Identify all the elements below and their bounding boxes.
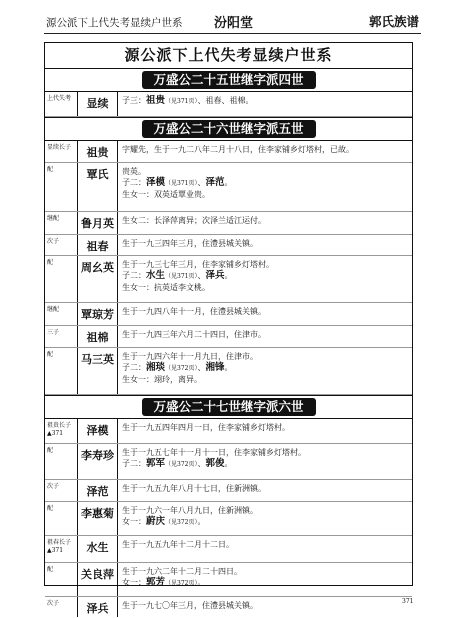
relation-cell: 配: [45, 502, 78, 535]
relation-cell: 次子: [45, 235, 78, 255]
header-rule: [44, 33, 421, 34]
relation-cell: 配: [45, 348, 78, 394]
text: 女一：: [122, 517, 146, 526]
relation-cell: 显续长子: [45, 141, 78, 162]
page-marker: ▲371: [47, 430, 64, 437]
text-line: 生女一：双英适覃业贵。: [122, 190, 210, 199]
table-row: [45, 536, 412, 563]
description-cell: 生于一九五九年十二月十二日。: [122, 540, 234, 549]
text-line: 生于一九六一年八月九日，住新洲镇。: [122, 506, 258, 515]
child-name: 湘锋: [205, 362, 225, 373]
text-line: 生于一九五七年十一月十一日，住李家铺乡灯塔村。: [122, 448, 306, 457]
relation-cell: 继配: [45, 212, 78, 234]
description-cell: [118, 348, 412, 394]
child-name: 郭俊: [205, 458, 225, 469]
text: 。: [197, 517, 206, 526]
page-ref: （见372页）: [165, 580, 198, 587]
text-line: 生于一九三七年三月，住李家铺乡灯塔村。: [122, 260, 274, 269]
person-name: 关良萍: [78, 563, 118, 596]
text-line: 生女一：抗英适李文桃。: [122, 283, 210, 292]
table-row: [45, 235, 412, 256]
description-cell: 字耀先，生于一九二八年二月十八日，住李家铺乡灯塔村，已故。: [122, 145, 354, 154]
person-name: 显续: [78, 92, 118, 116]
text: 、: [197, 363, 206, 372]
child-name: 郭军: [146, 458, 166, 469]
person-name: 李寿珍: [78, 444, 118, 479]
description-cell: 生于一九四三年六月二十四日，住津市。: [122, 330, 266, 339]
child-name: 蔚庆: [146, 516, 166, 527]
person-name: 周幺英: [78, 256, 118, 302]
table-row: [45, 419, 412, 444]
banner-label: 万盛公二十五世继字派四世: [141, 71, 315, 89]
person-name: 覃琼芳: [78, 303, 118, 325]
table-row: [45, 163, 412, 212]
header-left-title: 源公派下上代失考显续户世系: [46, 17, 183, 29]
description-cell: 生于一九五四年四月一日，住李家铺乡灯塔村。: [122, 423, 290, 432]
description-cell: 生于一九三四年三月，住澧县城关镇。: [122, 239, 258, 248]
document-title: 源公派下上代失考显续户世系: [45, 43, 412, 69]
description-cell: [118, 563, 412, 596]
page-marker: ▲371: [47, 547, 64, 554]
person-name: 泽模: [78, 419, 118, 443]
page-header: [0, 0, 455, 34]
text-line: 生于一九四六年十一月九日，住津市。: [122, 352, 258, 361]
table-row: [45, 563, 412, 597]
banner-label: 万盛公二十六世继字派五世: [141, 120, 315, 138]
text: 子三：: [122, 96, 146, 105]
description-cell: [118, 502, 412, 535]
relation-cell: 次子: [45, 480, 78, 501]
description-cell: 生于一九七〇年三月，住澧县城关镇。: [122, 601, 258, 610]
person-name: 祖贵: [78, 141, 118, 162]
banner-label: 万盛公二十七世继字派六世: [141, 398, 315, 416]
genealogy-table: [44, 42, 413, 615]
child-name: 水生: [146, 270, 166, 281]
relation-label: 祖贵长子: [47, 422, 72, 429]
relation-cell: 配: [45, 563, 78, 596]
generation-banner-26: [45, 117, 412, 141]
person-name: 泽范: [78, 480, 118, 501]
person-name: 水生: [78, 536, 118, 562]
text: 。: [224, 459, 233, 468]
child-name: 郭芳: [146, 577, 166, 588]
page-ref: （见371页）: [165, 273, 198, 280]
text: 、: [197, 271, 206, 280]
relation-cell: 上代失考: [45, 92, 78, 116]
generation-banner-25: [45, 69, 412, 92]
description-cell: [118, 256, 412, 302]
description-cell: 生于一九四八年十一月，住澧县城关镇。: [122, 307, 266, 316]
relation-cell: 继配: [45, 303, 78, 325]
child-name: 泽兵: [205, 270, 225, 281]
relation-cell: 配: [45, 444, 78, 479]
table-row: [45, 212, 412, 235]
table-row: [45, 502, 412, 536]
person-name: 马三英: [78, 348, 118, 394]
text: 。: [224, 271, 233, 280]
text: 女一：: [122, 578, 146, 587]
relation-cell: 配: [45, 256, 78, 302]
table-row: [45, 326, 412, 348]
relation-label: 祖春长子: [47, 539, 72, 546]
table-row: [45, 141, 412, 163]
page-ref: （见372页）: [165, 461, 198, 468]
table-row: [45, 256, 412, 303]
header-center-title: 汾阳堂: [214, 16, 254, 31]
table-row: [45, 348, 412, 395]
text-line: 贵英。: [122, 167, 146, 176]
child-name: 祖贵: [146, 95, 166, 106]
text-line: 生女一：翊玲，离异。: [122, 375, 202, 384]
page-ref: （见372页）: [165, 519, 198, 526]
child-name: 湘琰: [146, 362, 166, 373]
table-row: [45, 92, 412, 117]
person-name: 祖春: [78, 235, 118, 255]
text: 、: [197, 459, 206, 468]
page-ref: （见371页）: [165, 98, 198, 105]
relation-cell: 次子: [45, 597, 78, 617]
child-name: 泽模: [146, 177, 166, 188]
page-ref: （见371页）: [165, 180, 198, 187]
relation-cell: [45, 536, 78, 562]
person-name: 覃氏: [78, 163, 118, 211]
table-row: [45, 444, 412, 480]
person-name: 李惠菊: [78, 502, 118, 535]
generation-banner-27: [45, 395, 412, 419]
text: 。: [224, 178, 233, 187]
text-line: 生于一九六二年十二月二十四日。: [122, 567, 242, 576]
page-ref: （见372页）: [165, 365, 198, 372]
relation-cell: 配: [45, 163, 78, 211]
child-name: 泽范: [205, 177, 225, 188]
header-right-title: 郭氏族谱: [368, 14, 419, 29]
table-row: [45, 597, 412, 617]
table-row: [45, 480, 412, 502]
relation-cell: [45, 419, 78, 443]
text: 。: [224, 363, 233, 372]
person-name: 泽兵: [78, 597, 118, 617]
text: 子二：: [122, 271, 146, 280]
relation-cell: 三子: [45, 326, 78, 347]
description-cell: [118, 163, 412, 211]
text: 、祖春、祖棉。: [197, 96, 254, 105]
table-row: [45, 303, 412, 326]
text: 。: [197, 578, 206, 587]
person-name: 鲁月英: [78, 212, 118, 234]
person-name: 祖棉: [78, 326, 118, 347]
description-cell: 生女二：长泽萍离异；次泽兰适江运付。: [122, 216, 266, 225]
text: 子二：: [122, 459, 146, 468]
description-cell: [118, 92, 412, 116]
text: 子二：: [122, 178, 146, 187]
description-cell: [118, 444, 412, 479]
description-cell: 生于一九五九年八月十七日，住新洲镇。: [122, 484, 266, 493]
page-number: 371: [402, 598, 414, 605]
text: 子二：: [122, 363, 146, 372]
text: 、: [197, 178, 206, 187]
